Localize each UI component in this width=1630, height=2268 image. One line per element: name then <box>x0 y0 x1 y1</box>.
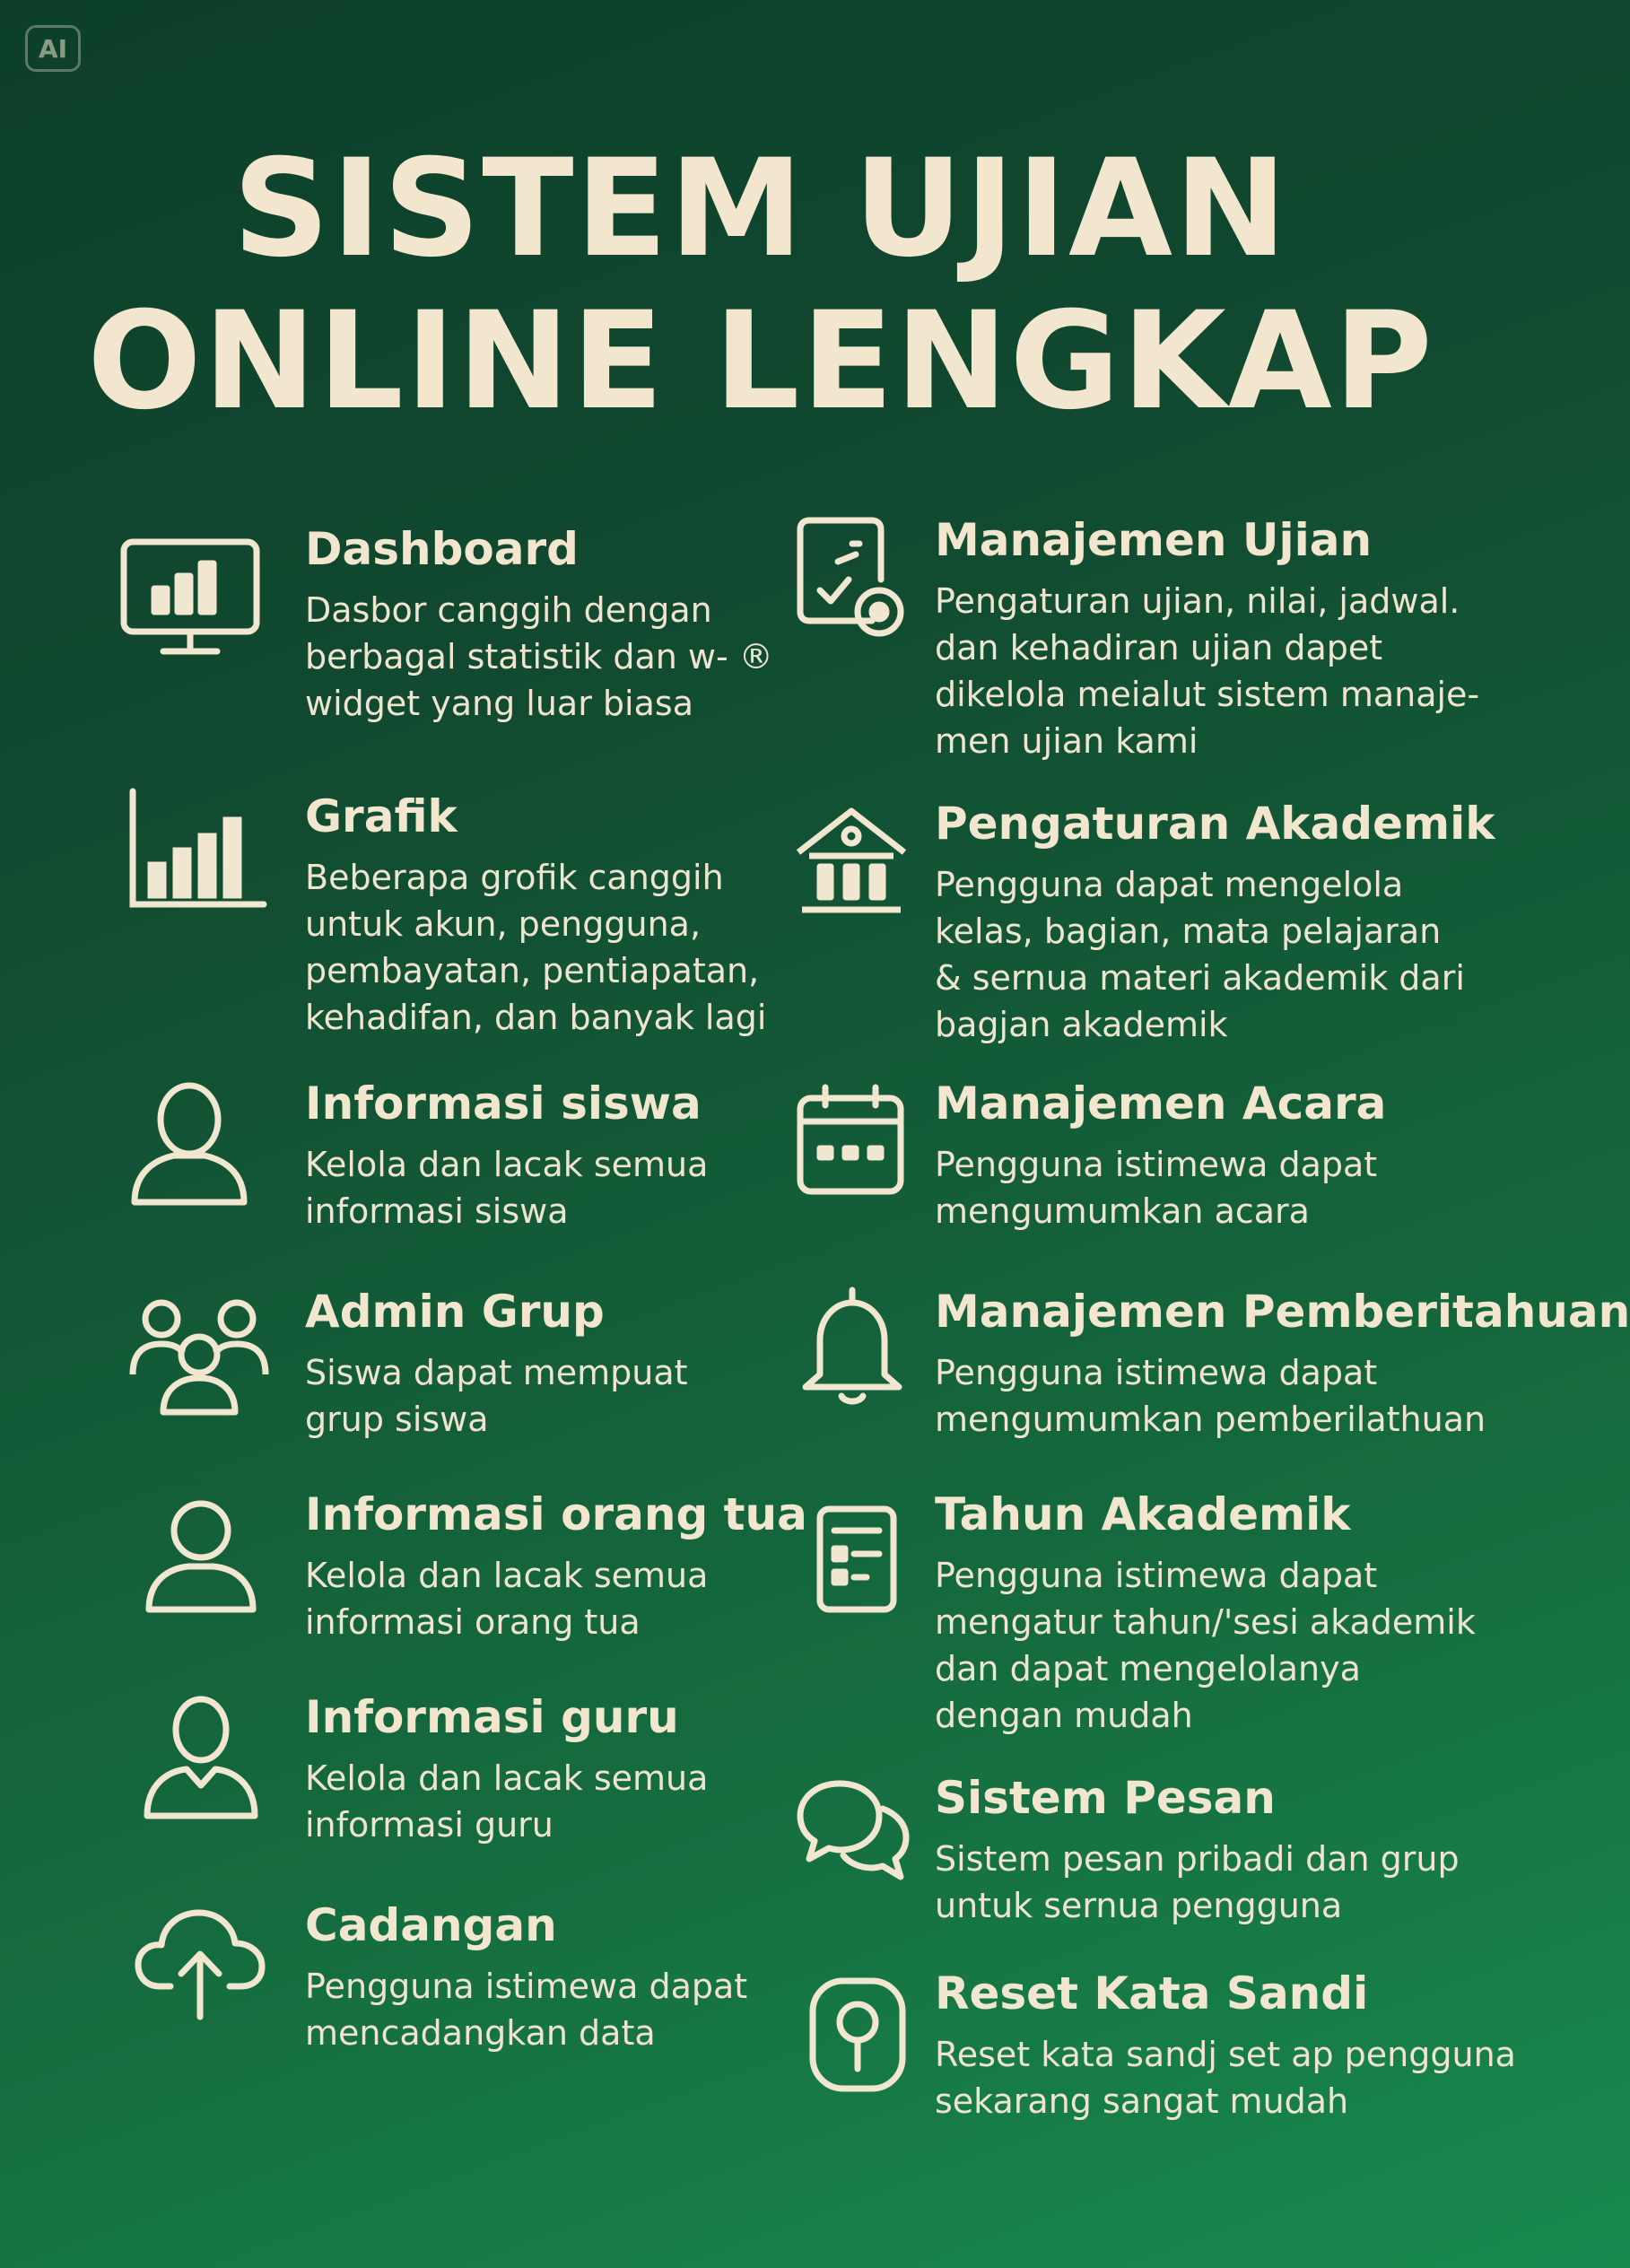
feature-title: Informasi guru <box>305 1691 679 1743</box>
page-title <box>0 133 1521 438</box>
feature-description <box>935 1836 1460 1929</box>
feature-description <box>305 1349 688 1443</box>
feature-description <box>305 854 766 1041</box>
feature-description <box>935 1552 1476 1739</box>
description-line: untuk akun, pengguna, <box>305 904 702 944</box>
description-line: informasi guru <box>305 1805 554 1845</box>
description-line: kelas, bagian, mata pelajaran <box>935 912 1442 951</box>
feature-title: Manajemen Acara <box>935 1077 1387 1130</box>
description-line: pembayatan, pentiapatan, <box>305 951 760 990</box>
feature-description <box>305 1141 708 1234</box>
feature-title: Informasi siswa <box>305 1077 702 1130</box>
cloud-upload-icon <box>133 1900 267 2026</box>
feature-title: Reset Kata Sandi <box>935 1967 1369 2019</box>
description-line: Kelola dan lacak semua <box>305 1758 709 1798</box>
description-line: Beberapa grofik canggih <box>305 858 724 897</box>
calendar-icon <box>793 1082 910 1199</box>
description-line: mengatur tahun/'sesi akademik <box>935 1602 1476 1642</box>
teacher-icon <box>138 1692 264 1827</box>
description-line: mengumumkan acara <box>935 1191 1310 1231</box>
description-line: Pengaturan ujian, nilai, jadwal. <box>935 581 1460 621</box>
description-line: Siswa dapat mempuat <box>305 1353 688 1392</box>
description-line: Reset kata sandj set ap pengguna <box>935 2035 1516 2074</box>
description-line: bagjan akademik <box>935 1005 1228 1044</box>
feature-description <box>935 1141 1377 1234</box>
feature-description <box>305 1552 708 1645</box>
feature-description <box>305 1963 747 2056</box>
feature-title: Tahun Akademik <box>935 1488 1351 1540</box>
description-line: informasi siswa <box>305 1191 569 1231</box>
description-line: dan kehadiran ujian dapet <box>935 628 1383 667</box>
description-line: grup siswa <box>305 1400 489 1439</box>
description-line: dan dapat mengelolanya <box>935 1649 1361 1688</box>
feature-description <box>935 578 1479 764</box>
description-line: Pengguna istimewa dapat <box>305 1967 748 2006</box>
parent-icon <box>138 1493 264 1618</box>
feature-description <box>305 587 773 727</box>
group-icon <box>127 1292 271 1418</box>
bar-chart-icon <box>124 786 267 912</box>
description-line: kehadifan, dan banyak lagi <box>305 998 767 1037</box>
academic-year-icon <box>807 1502 906 1618</box>
description-line: untuk sernua pengguna <box>935 1886 1343 1925</box>
monitor-chart-icon <box>118 535 262 660</box>
description-line: Sistem pesan pribadi dan grup <box>935 1839 1460 1879</box>
description-line: Pengguna istimewa dapat <box>935 1556 1378 1595</box>
description-line: Pengguna istimewa dapat <box>935 1145 1378 1184</box>
description-line: dengan mudah <box>935 1696 1193 1735</box>
feature-title: Grafik <box>305 790 458 842</box>
feature-description <box>935 1349 1486 1443</box>
password-reset-icon <box>804 1972 911 2098</box>
feature-description <box>935 861 1465 1048</box>
feature-title: Pengaturan Akademik <box>935 798 1495 850</box>
academic-building-icon <box>793 804 910 920</box>
description-line: Pengguna dapat mengelola <box>935 865 1404 904</box>
feature-title: Admin Grup <box>305 1286 605 1338</box>
title-line-1: SISTEM UJIAN <box>232 131 1289 287</box>
description-line: widget yang luar biasa <box>305 684 693 723</box>
description-line: berbagal statistik dan w- ® <box>305 637 773 676</box>
feature-title: Informasi orang tua <box>305 1488 807 1540</box>
feature-description <box>305 1755 708 1848</box>
bell-icon <box>798 1285 906 1410</box>
description-line: & sernua materi akademik dari <box>935 958 1465 998</box>
description-line: mengumumkan pemberilathuan <box>935 1400 1486 1439</box>
description-line: Pengguna istimewa dapat <box>935 1353 1378 1392</box>
title-line-2: ONLINE LENGKAP <box>87 284 1434 440</box>
description-line: dikelola meialut sistem manaje- <box>935 675 1480 714</box>
feature-title: Manajemen Pemberitahuan <box>935 1286 1630 1338</box>
chat-icon <box>795 1776 911 1884</box>
ai-badge: AI <box>25 25 81 72</box>
feature-title: Cadangan <box>305 1899 557 1951</box>
feature-title: Dashboard <box>305 523 579 575</box>
feature-description <box>935 2031 1516 2124</box>
feature-title: Manajemen Ujian <box>935 514 1373 566</box>
description-line: Dasbor canggih dengan <box>305 590 712 630</box>
description-line: mencadangkan data <box>305 2013 656 2053</box>
description-line: sekarang sangat mudah <box>935 2081 1349 2121</box>
description-line: Kelola dan lacak semua <box>305 1145 709 1184</box>
description-line: Kelola dan lacak semua <box>305 1556 709 1595</box>
exam-management-icon <box>793 515 910 641</box>
user-icon <box>122 1077 257 1211</box>
description-line: informasi orang tua <box>305 1602 641 1642</box>
description-line: men ujian kami <box>935 721 1199 761</box>
feature-title: Sistem Pesan <box>935 1772 1276 1824</box>
